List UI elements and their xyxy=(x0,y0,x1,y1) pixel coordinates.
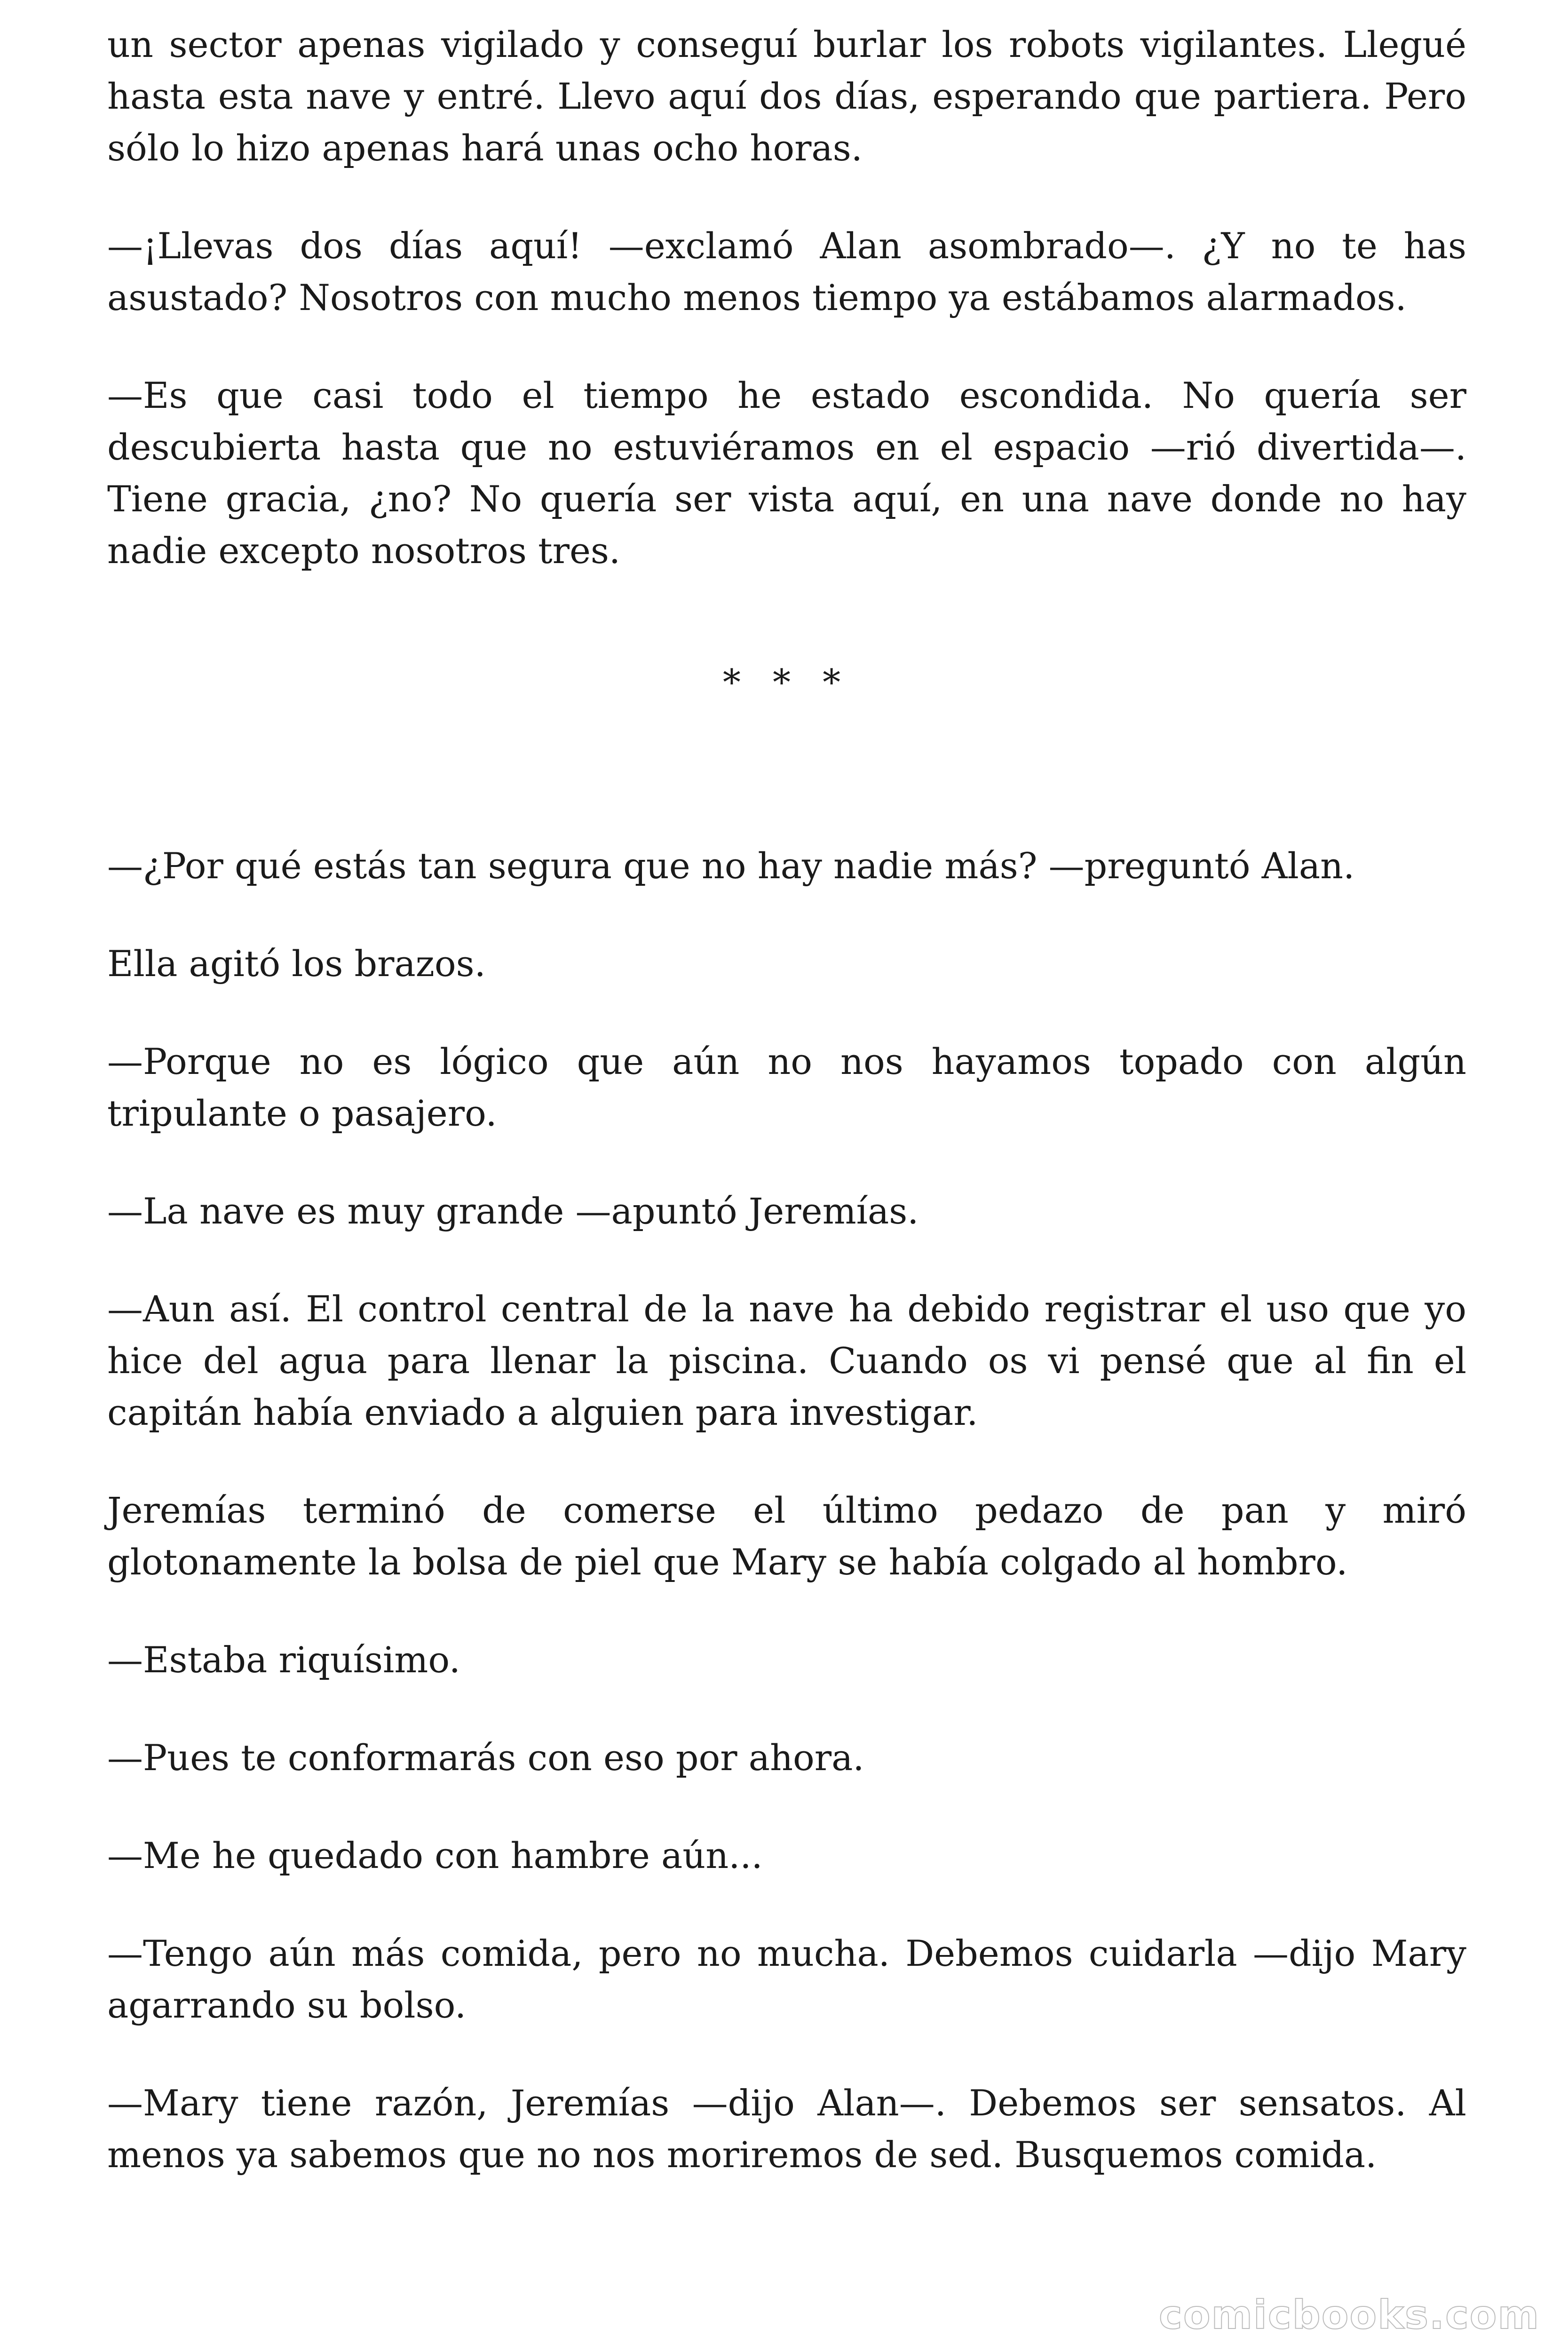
paragraph: —¡Llevas dos días aquí! —exclamó Alan asombrado—. ¿Y no te has asustado? Nosotros con mucho menos tiempo ya estábamos alarmados. xyxy=(107,225,1466,318)
paragraph: —Porque no es lógico que aún no nos hayamos topado con algún tripulante o pasajero. xyxy=(107,1041,1466,1134)
paragraph: —¿Por qué estás tan segura que no hay nadie más? —preguntó Alan. xyxy=(107,845,1355,887)
paragraph: —Mary tiene razón, Jeremías —dijo Alan—. Debemos ser sensatos. Al menos ya sabemos que no nos moriremos de sed. Busquemos comida. xyxy=(107,2082,1466,2176)
paragraph: un sector apenas vigilado y conseguí burlar los robots vigilantes. Llegué hasta esta nave y entré. Llevo aquí dos días, esperando que partiera. Pero sólo lo hizo apenas hará unas ocho horas. xyxy=(107,24,1466,169)
paragraph: —Tengo aún más comida, pero no mucha. Debemos cuidarla —dijo Mary agarrando su bolso. xyxy=(107,1932,1466,2026)
paragraph: —Pues te conformarás con eso por ahora. xyxy=(107,1737,864,1779)
paragraph: Ella agitó los brazos. xyxy=(107,943,486,985)
paragraph: —La nave es muy grande —apuntó Jeremías. xyxy=(107,1190,919,1232)
paragraph: —Aun así. El control central de la nave ha debido registrar el uso que yo hice del agua para llenar la piscina. Cuando os vi pensé que al fin el capitán había enviado a alguien para investigar. xyxy=(107,1288,1466,1433)
paragraph: —Es que casi todo el tiempo he estado escondida. No quería ser descubierta hasta que no estuviéramos en el espacio —rió divertida—. Tiene gracia, ¿no? No quería ser vista aquí, en una nave donde no hay nadie excepto nosotros tres. xyxy=(107,374,1466,572)
page-body xyxy=(107,19,1466,2227)
paragraph: —Estaba riquísimo. xyxy=(107,1639,460,1681)
scene-separator: * * * xyxy=(722,661,851,703)
paragraph: —Me he quedado con hambre aún... xyxy=(107,1835,763,1876)
paragraph: Jeremías terminó de comerse el último pedazo de pan y miró glotonamente la bolsa de piel que Mary se había colgado al hombro. xyxy=(107,1489,1466,1583)
watermark: comicbooks.com xyxy=(1159,2292,1540,2338)
